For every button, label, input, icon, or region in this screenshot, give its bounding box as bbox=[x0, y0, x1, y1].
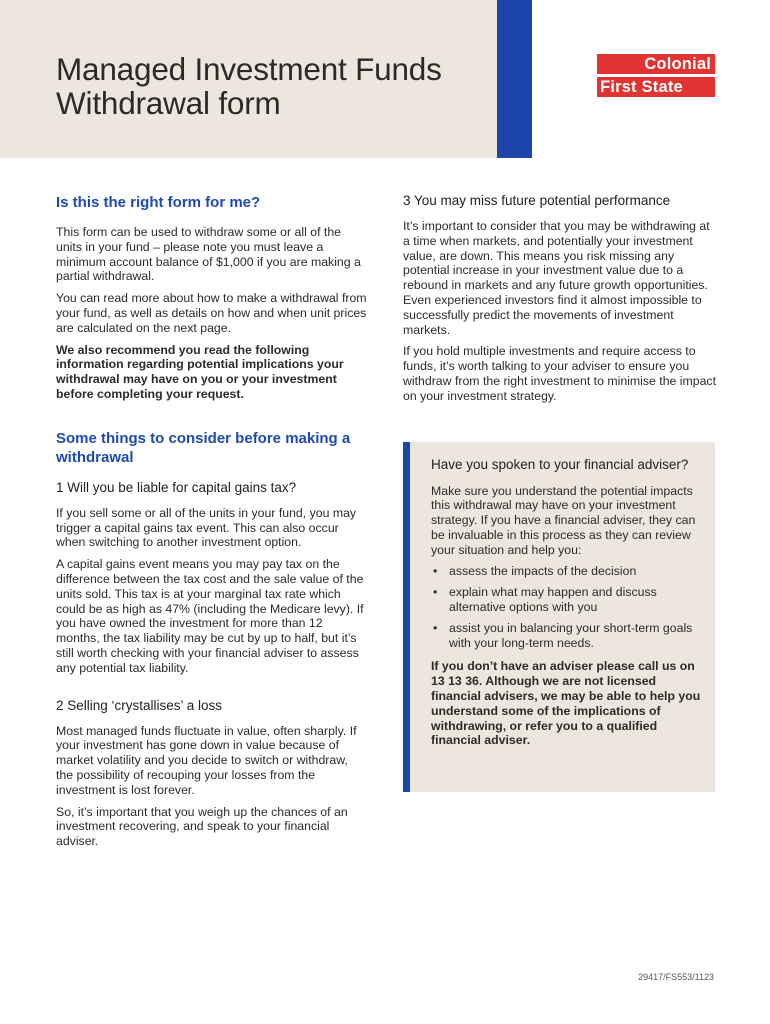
left-column bbox=[56, 193, 368, 856]
bullet-icon: • bbox=[433, 620, 438, 635]
section-1-paragraph-1: If you sell some or all of the units in your fund, you may trigger a capital gains tax event. This can also occur when switching to another investment option. bbox=[56, 505, 357, 550]
callout-bullet-list bbox=[431, 564, 703, 650]
heading-right-form: Is this the right form for me? bbox=[56, 194, 261, 211]
list-item: • assist you in balancing your short-term goals with your long-term needs. bbox=[433, 620, 693, 650]
logo-line-2: First State bbox=[597, 77, 715, 97]
colonial-first-state-logo bbox=[597, 54, 715, 97]
section-2-title: 2 Selling ‘crystallises’ a loss bbox=[56, 697, 223, 713]
document-title bbox=[56, 52, 496, 120]
list-item: • assess the impacts of the decision bbox=[433, 564, 637, 579]
intro-paragraph-1: This form can be used to withdraw some or all of the units in your fund – please note you must leave a minimum account balance of $1,000 if you are making a partial withdrawal. bbox=[56, 225, 361, 284]
intro-paragraph-2: You can read more about how to make a withdrawal from your fund, as well as details on how and when unit prices are calculated on the next page. bbox=[56, 291, 367, 335]
section-2-paragraph-1: Most managed funds fluctuate in value, often sharply. If your investment has gone down in value because of market volatility and you decide to switch or withdraw, the possibility of recouping your losses from the investment is lost forever. bbox=[56, 723, 357, 797]
section-2-paragraph-2: So, it’s important that you weigh up the chances of an investment recovering, and speak to your financial adviser. bbox=[56, 804, 348, 849]
bullet-icon: • bbox=[433, 585, 438, 600]
callout-closing: If you don’t have an adviser please call us on 13 13 36. Although we are not licensed financial advisers, we may be able to help you understand some of the implications of withdrawing, or refer you to a qualified financial adviser. bbox=[431, 659, 701, 748]
right-column bbox=[403, 193, 718, 411]
section-3-paragraph-1: It’s important to consider that you may be withdrawing at a time when markets, and potentially your investment value, are down. This means you risk missing any potential increase in your investment value due to a rebound in markets and any future growth opportunities. Even experienced investors find it almost impossible to successfully predict the movements of investment markets. bbox=[403, 219, 710, 337]
bullet-icon: • bbox=[433, 564, 438, 579]
list-item: • explain what may happen and discuss alternative options with you bbox=[433, 585, 657, 615]
header-accent-bar bbox=[497, 0, 532, 158]
intro-paragraph-3: We also recommend you read the following information regarding potential implications your withdrawal may have on you or your investment before completing your request. bbox=[56, 342, 344, 401]
section-1-title: 1 Will you be liable for capital gains tax? bbox=[56, 479, 297, 495]
section-1-paragraph-2: A capital gains event means you may pay tax on the difference between the tax cost and the sale value of the units sold. This tax is at your marginal tax rate which could be as high as 47% (including the Medicare levy). If you have owned the investment for more than 12 months, the tax liability may be cut by up to half, but it’s still worth checking with your financial adviser to assess any potential tax liability. bbox=[56, 557, 364, 675]
title-line-1: Managed Investment Funds bbox=[56, 51, 442, 87]
callout-intro: Make sure you understand the potential impacts this withdrawal may have on your investment strategy. If you have a financial adviser, they can be invaluable in this process as they can review your situation and help you: bbox=[431, 483, 696, 557]
logo-line-1: Colonial bbox=[597, 54, 715, 74]
callout-title: Have you spoken to your financial adviser? bbox=[431, 457, 689, 472]
adviser-callout-box bbox=[403, 442, 715, 792]
section-3-title: 3 You may miss future potential performance bbox=[403, 193, 671, 208]
title-line-2: Withdrawal form bbox=[56, 85, 281, 121]
document-number: 29417/FS553/1123 bbox=[638, 972, 714, 982]
section-3-paragraph-2: If you hold multiple investments and require access to funds, it’s worth talking to your adviser to ensure you withdraw from the right investment to minimise the impact on your investment strategy. bbox=[403, 344, 717, 403]
heading-things-to-consider: Some things to consider before making a withdrawal bbox=[56, 429, 351, 466]
